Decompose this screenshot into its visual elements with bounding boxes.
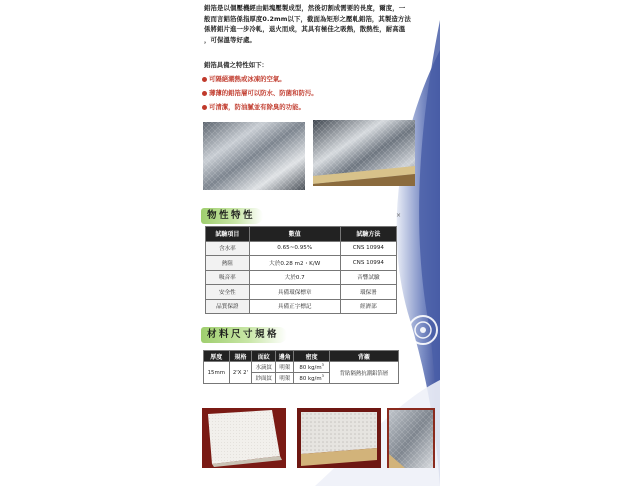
section-title-specs: 材料尺寸規格: [201, 327, 287, 343]
edge-cell: 明架: [276, 373, 294, 384]
section-title-properties: 物性特性: [201, 208, 263, 224]
intro-paragraph: [204, 3, 434, 45]
column-header: 試驗項目: [206, 227, 250, 242]
board-photo-textured: [297, 408, 381, 468]
edge-cell: 明架: [276, 362, 294, 373]
density-unit-sup: 3: [321, 363, 324, 368]
table-cell: 熱阻: [206, 256, 250, 271]
feature-item: [202, 100, 318, 114]
table-cell: 音響試驗: [340, 270, 396, 285]
column-header: 規格: [229, 351, 252, 362]
column-header: 試驗方法: [340, 227, 396, 242]
foil-photo-flat: [203, 122, 305, 190]
column-header: 背襯: [329, 351, 398, 362]
table-cell: 大於0.7: [249, 270, 340, 285]
intro-line: 鋁箔是以個壓機經由鋁塊壓製成型，然後切割成需要的長度，爾度，一: [204, 4, 406, 12]
pattern-cell: 紗面紋: [252, 373, 276, 384]
column-header: 厚度: [204, 351, 230, 362]
properties-mark: ×: [396, 212, 402, 219]
intro-line: 係將鋁片進一步冷軋，退火而成，其具有極佳之吸熱，散熱性，耐高溫: [204, 25, 406, 34]
column-header: 邊角: [276, 351, 294, 362]
density-cell: [294, 362, 329, 373]
table-header-row: [206, 227, 397, 242]
table-cell: CNS 10994: [340, 241, 396, 256]
board-photo-white: [202, 408, 286, 468]
backing-cell: 背貼隔熱抗潮鋁箔層: [329, 362, 398, 384]
table-row: [206, 256, 397, 271]
spec-table: [203, 350, 399, 384]
table-cell: 0.65~0.95%: [249, 241, 340, 256]
table-header-row: [204, 351, 399, 362]
density-cell: [294, 373, 329, 384]
table-cell: 含水率: [206, 241, 250, 256]
foil-photo-edge: [313, 120, 415, 186]
column-header: 面紋: [252, 351, 276, 362]
table-cell: 品質保證: [206, 299, 250, 314]
thickness-cell: 15mm: [204, 362, 230, 384]
table-cell: 大於0.28 m2・K/W: [249, 256, 340, 271]
table-cell: 具備正字標記: [249, 299, 340, 314]
bullet-icon: [202, 91, 207, 96]
feature-text: 可清潔，防油膩並有除臭的功能。: [209, 103, 305, 111]
table-row: [206, 285, 397, 300]
density-value: 80 kg/m: [299, 364, 322, 371]
column-header: 數值: [249, 227, 340, 242]
density-unit-sup: 3: [321, 374, 324, 379]
table-cell: 環保署: [340, 285, 396, 300]
table-row: [206, 270, 397, 285]
column-header: 密度: [294, 351, 329, 362]
features-title: 鋁箔具備之特性如下：: [204, 61, 268, 69]
table-row: [204, 362, 399, 373]
density-value: 80 kg/m: [299, 375, 322, 382]
feature-item: [202, 86, 318, 100]
pattern-cell: 水滴紋: [252, 362, 276, 373]
features-list: [202, 72, 318, 114]
feature-item: [202, 72, 318, 86]
brochure-page: [195, 0, 440, 486]
table-cell: 經濟部: [340, 299, 396, 314]
table-cell: CNS 10994: [340, 256, 396, 271]
feature-text: 可隔絕潮熱或冰凍的空氣。: [209, 75, 286, 83]
table-row: [206, 241, 397, 256]
intro-line: ，可保溫等好處。: [204, 35, 256, 44]
table-cell: 吸音率: [206, 270, 250, 285]
table-cell: 具備環保標章: [249, 285, 340, 300]
table-cell: 安全性: [206, 285, 250, 300]
feature-text: 薄薄的鋁箔層可以防水、防菌和防污。: [209, 89, 318, 97]
properties-table: [205, 226, 397, 314]
bullet-icon: [202, 105, 207, 110]
bullet-icon: [202, 77, 207, 82]
board-photo-foil-back: [387, 408, 435, 468]
size-cell: 2'X 2': [229, 362, 252, 384]
intro-line: 般而言鋁箔係指厚度0.2mm以下，截面為矩形之壓軋鋁箔，其製造方法: [204, 14, 411, 23]
table-row: [206, 299, 397, 314]
